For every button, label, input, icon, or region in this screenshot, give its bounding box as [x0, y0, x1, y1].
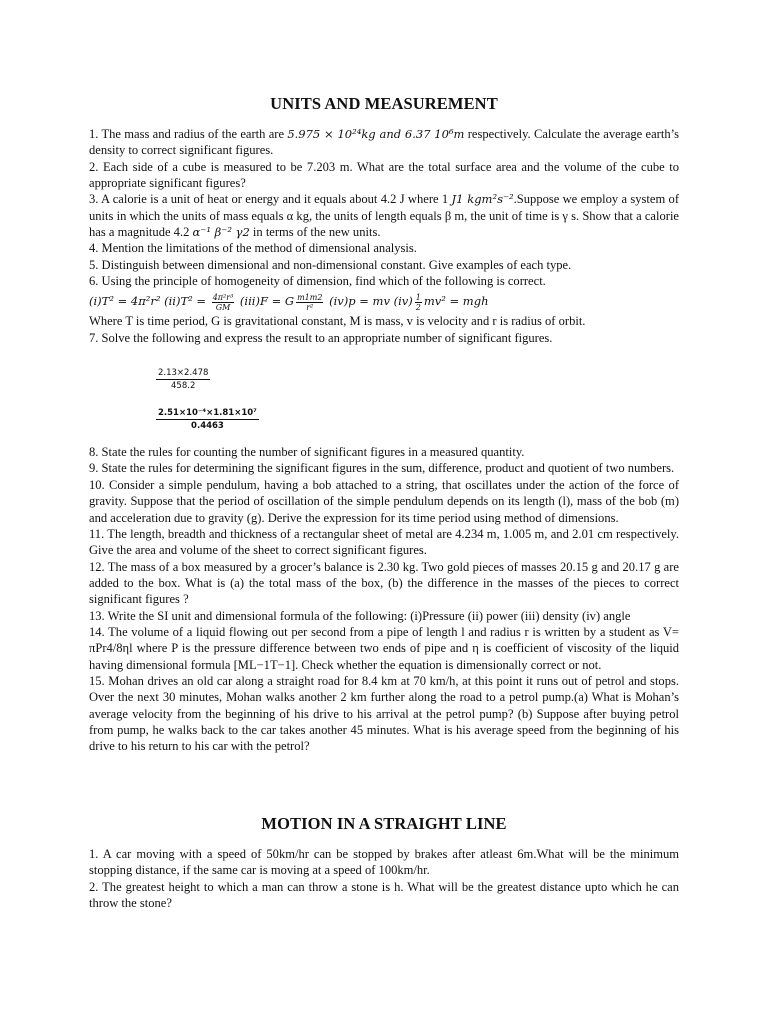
- question-2: 2. Each side of a cube is measured to be 7.203 m. What are the total surface area and the volume of the cube to appropriate significant figures?: [89, 159, 679, 191]
- question-12: 12. The mass of a box measured by a grocer’s balance is 2.30 kg. Two gold pieces of masses 20.15 g and 20.17 g are added to the box. What is (a) the total mass of the box, (b) the difference in the masses of the pieces to correct significant figures ?: [89, 559, 679, 607]
- section-units-questions: [89, 126, 679, 755]
- question-13: 13. Write the SI unit and dimensional formula of the following: (i)Pressure (ii) power (iii) density (iv) angle: [89, 608, 631, 623]
- fraction: $\frac{m1m2}{\text{r²}}$: [297, 292, 323, 312]
- question-2: 2. The greatest height to which a man can throw a stone is h. What will be the greatest distance upto which he can throw the stone?: [89, 879, 679, 911]
- question-11: 11. The length, breadth and thickness of a rectangular sheet of metal are 4.234 m, 1.005 m, and 2.01 cm respectively. Give the area and volume of the sheet to correct significant figures.: [89, 526, 679, 558]
- fraction: $\frac{\text{4π²r³}}{GM}$: [212, 292, 234, 312]
- question-3: 3. A calorie is a unit of heat or energy and it equals about 4.2 J where 1 J1 kgm²s⁻².Suppose we employ a system of units in which the units of mass equals α kg, the units of length equals β m, the unit of time is γ s. Show that a calorie has a magnitude 4.2 α⁻¹ β⁻² γ2 in terms of the new units.: [89, 192, 680, 240]
- question-4: 4. Mention the limitations of the method of dimensional analysis.: [89, 241, 417, 256]
- question-7-expression-b: $\frac{\text{2.51×10⁻⁴×1.81×10⁷}}{0.4463}$: [158, 408, 257, 432]
- fraction: $\frac{1}{2}$: [415, 292, 421, 312]
- section-motion-questions: [89, 846, 679, 911]
- question-10: 10. Consider a simple pendulum, having a bob attached to a string, that oscillates under the action of the force of gravity. Suppose that the period of oscillation of the simple pendulum depends on its length (l), mass of the bob (m) and acceleration due to gravity (g). Derive the expression for its time period using method of dimensions.: [89, 477, 679, 525]
- question-9: 9. State the rules for determining the significant figures in the sum, difference, product and quotient of two numbers.: [89, 461, 675, 476]
- section-title-units: UNITS AND MEASUREMENT: [270, 94, 498, 113]
- question-8: 8. State the rules for counting the number of significant figures in a measured quantity.: [89, 445, 525, 460]
- question-14: 14. The volume of a liquid flowing out per second from a pipe of length l and radius r is written by a student as V= πPr4/8ηl where P is the pressure difference between two ends of pipe and η is coefficient of viscosity of the liquid having dimensional formula [ML−1T−1]. Check whether the equation is dimensionally correct or not.: [89, 624, 679, 672]
- question-1: 1. The mass and radius of the earth are 5.975 × 10²⁴kg and 6.37 10⁶m respectively. Calculate the average earth’s density to correct significant figures.: [89, 127, 679, 158]
- question-6-where: Where T is time period, G is gravitational constant, M is mass, v is velocity and r is radius of orbit.: [89, 314, 586, 329]
- question-5: 5. Distinguish between dimensional and non-dimensional constant. Give examples of each type.: [89, 257, 572, 272]
- question-7: 7. Solve the following and express the result to an appropriate number of significant figures.: [89, 330, 553, 345]
- question-15: 15. Mohan drives an old car along a straight road for 8.4 km at 70 km/h, at this point it runs out of petrol and stops. Over the next 30 minutes, Mohan walks another 2 km further along the road to a petrol pump.(a) What is Mohan’s average velocity from the beginning of his drive to his arrival at the petrol pump? (b) Suppose after buying petrol from pump, he walks back to the car takes another 45 minutes. What is his average speed from the beginning of his drive to his return to his car with the petrol?: [89, 673, 679, 754]
- question-6-equations: (i)T² = 4π²r² (ii)T² = $\frac{\text{4π²r³}}{GM}$ (iii)F = G $\frac{m1m2}{\text{r²}}$ (iv)p = mv (iv) $\frac{1}{2}$ mv² = mgh: [89, 292, 489, 312]
- section-title-motion: MOTION IN A STRAIGHT LINE: [261, 814, 507, 833]
- question-7-expression-a: $\frac{2.13\times 2.478}{458.2}$: [158, 368, 209, 392]
- question-1: 1. A car moving with a speed of 50km/hr can be stopped by brakes after atleast 6m.What will be the minimum stopping distance, if the same car is moving at a speed of 100km/hr.: [89, 847, 679, 878]
- question-6: 6. Using the principle of homogeneity of dimension, find which of the following is correct.: [89, 274, 546, 289]
